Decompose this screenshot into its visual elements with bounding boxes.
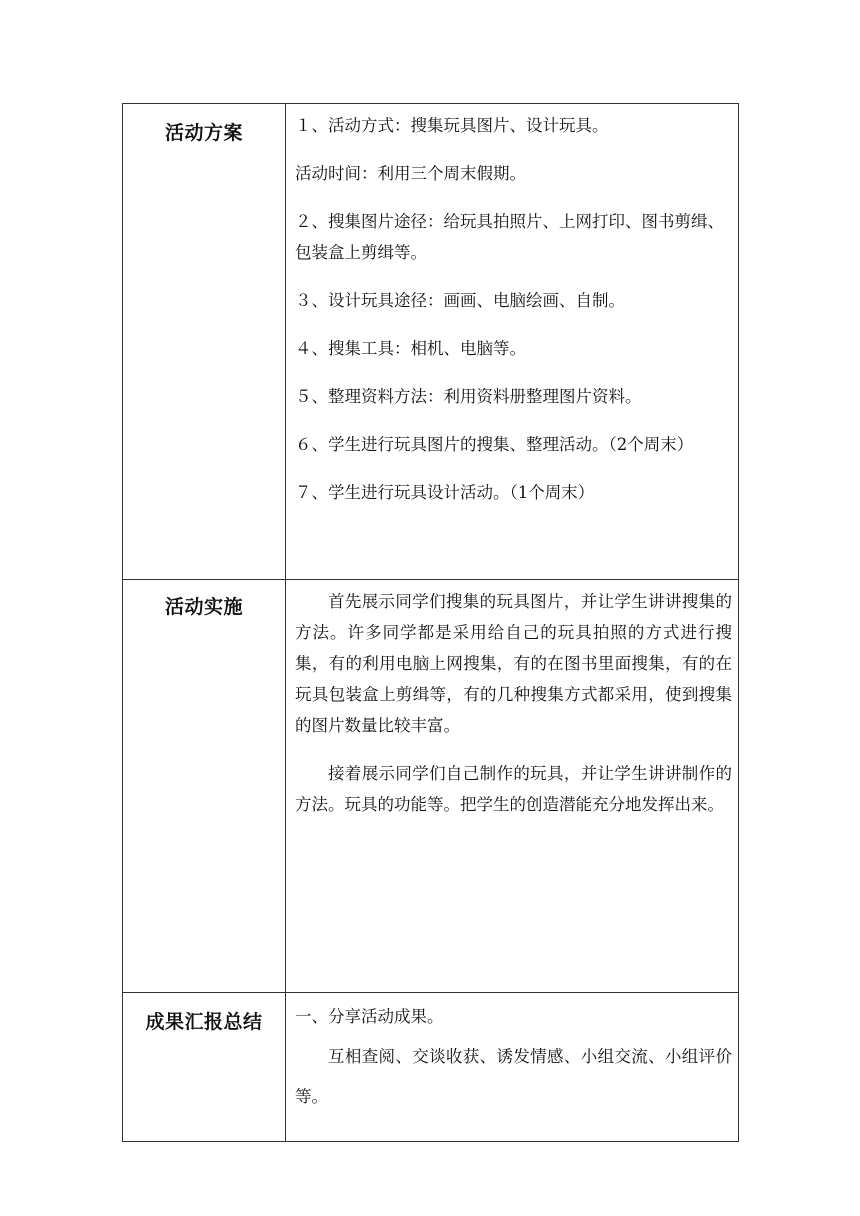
row-heading-implementation: 活动实施 (123, 580, 286, 993)
plan-item-time: 活动时间：利用三个周末假期。 (295, 164, 526, 183)
plan-item-5: ５、整理资料方法：利用资料册整理图片资料。 (295, 387, 642, 406)
row-heading-plan: 活动方案 (123, 104, 286, 580)
plan-item-1: １、活动方式：搜集玩具图片、设计玩具。 (295, 116, 609, 135)
table-row-implementation (123, 580, 739, 993)
summary-heading: 一、分享活动成果。 (295, 1007, 444, 1026)
plan-item-6: ６、学生进行玩具图片的搜集、整理活动。（2个周末） (295, 435, 694, 454)
activity-plan-table (122, 103, 739, 1142)
plan-item-2: ２、搜集图片途径：给玩具拍照片、上网打印、图书剪缉、包装盒上剪缉等。 (295, 212, 724, 262)
implementation-paragraph-1: 首先展示同学们搜集的玩具图片，并让学生讲讲搜集的方法。许多同学都是采用给自己的玩具拍照的方式进行搜集，有的利用电脑上网搜集，有的在图书里面搜集，有的在玩具包装盒上剪缉等，有的几种搜集方式都采用，使到搜集的图片数量比较丰富。 (295, 592, 732, 735)
implementation-paragraph-2: 接着展示同学们自己制作的玩具，并让学生讲讲制作的方法。玩具的功能等。把学生的创造潜能充分地发挥出来。 (295, 764, 732, 814)
plan-item-7: ７、学生进行玩具设计活动。（1个周末） (295, 483, 595, 502)
row-content-implementation (286, 580, 739, 993)
plan-item-4: ４、搜集工具：相机、电脑等。 (295, 339, 526, 358)
plan-item-3: ３、设计玩具途径：画画、电脑绘画、自制。 (295, 291, 625, 310)
table-row-summary (123, 993, 739, 1142)
summary-paragraph: 互相查阅、交谈收获、诱发情感、小组交流、小组评价等。 (295, 1047, 732, 1106)
row-heading-summary: 成果汇报总结 (123, 993, 286, 1142)
row-content-summary (286, 993, 739, 1142)
row-content-plan (286, 104, 739, 580)
table-row-plan (123, 104, 739, 580)
